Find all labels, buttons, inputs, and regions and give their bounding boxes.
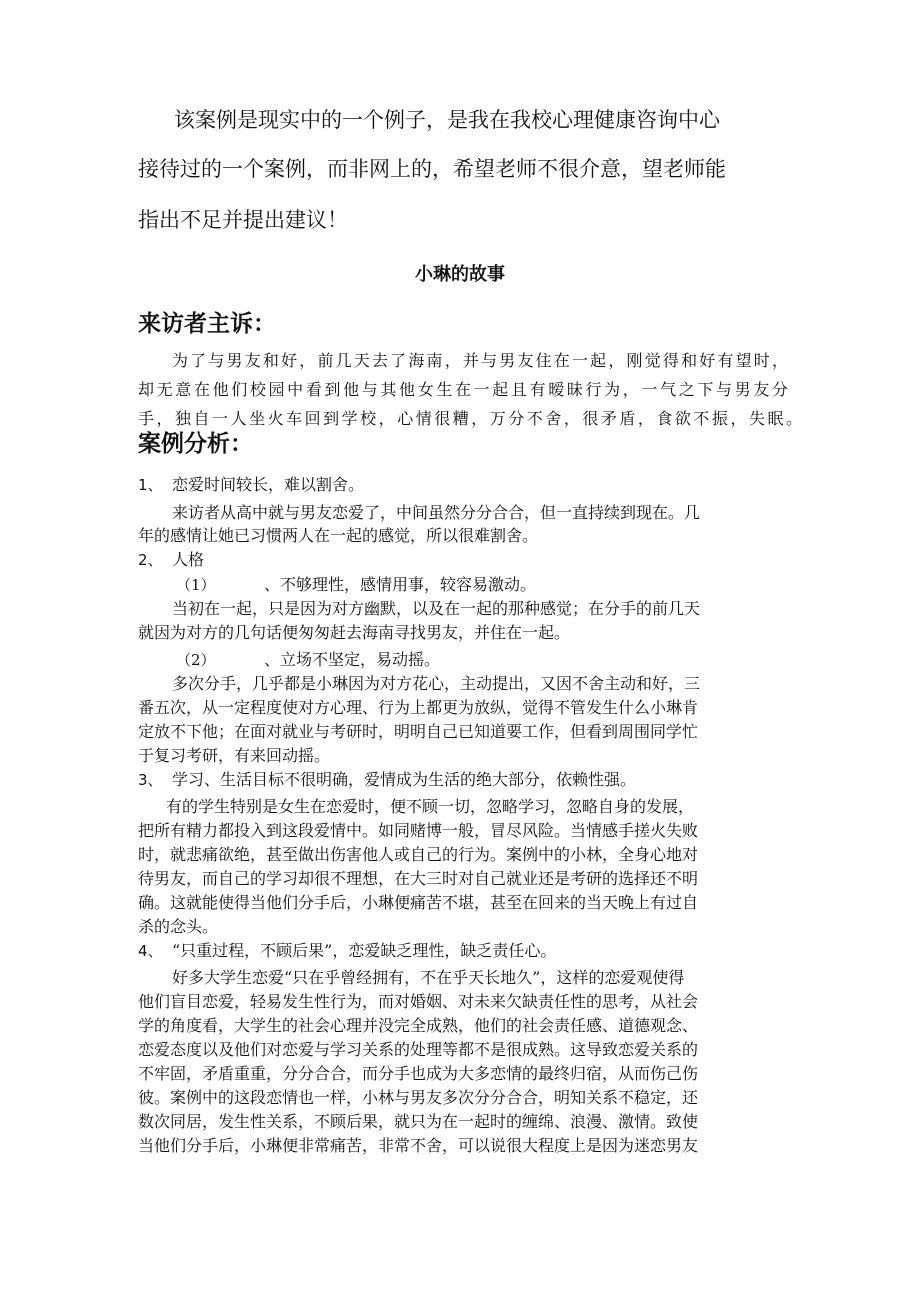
point-2b-line-3: 定放不下他；在面对就业与考研时，明明自己已知道要工作，但看到周围同学忙 bbox=[138, 722, 699, 741]
complaint-line-3: 手，独自一人坐火车回到学校，心情很糟，万分不舍，很矛盾，食欲不振，失眠。 bbox=[138, 409, 802, 428]
intro-line-3: 指出不足并提出建议！ bbox=[138, 208, 348, 232]
point-2b-title: 、立场不坚定，易动摇。 bbox=[264, 650, 441, 669]
point-3-line-2: 把所有精力都投入到这段爱情中。如同赌博一般，冒尽风险。当情感手搓火失败 bbox=[138, 821, 699, 840]
point-4-line-8: 当他们分手后，小琳便非常痛苦，非常不舍，可以说很大程度上是因为迷恋男友 bbox=[138, 1136, 699, 1155]
analysis-heading: 案例分析： bbox=[138, 431, 253, 457]
point-2a-line-1: 当初在一起，只是因为对方幽默，以及在一起的那种感觉；在分手的前几天 bbox=[172, 599, 701, 618]
point-3-line-5: 确。这就能使得当他们分手后，小琳便痛苦不堪，甚至在回来的当天晚上有过自 bbox=[138, 893, 699, 912]
point-4-line-5: 不牢固，矛盾重重，分分合合，而分手也成为大多恋情的最终归宿，从而伤己伤 bbox=[138, 1064, 699, 1083]
point-3-number: 3、 bbox=[138, 771, 163, 789]
point-4-line-1: 好多大学生恋爱“只在乎曾经拥有，不在乎天长地久”，这样的恋爱观使得 bbox=[172, 968, 685, 987]
point-3-line-4: 待男友，而自己的学习却很不理想，在大三时对自己就业还是考研的选择还不明 bbox=[138, 869, 699, 888]
point-3-line-3: 时，就悲痛欲绝，甚至做出伤害他人或自己的行为。案例中的小林，全身心地对 bbox=[138, 845, 699, 864]
document-title: 小琳的故事 bbox=[415, 264, 505, 285]
point-2-title: 人格 bbox=[172, 550, 205, 569]
point-4-line-4: 恋爱态度以及他们对恋爱与学习关系的处理等都不是很成熟。这导致恋爱关系的 bbox=[138, 1040, 699, 1059]
point-1-line-2: 年的感情让她已习惯两人在一起的感觉，所以很难割舍。 bbox=[138, 526, 539, 545]
point-4-title: “只重过程，不顾后果”，恋爱缺乏理性，缺乏责任心。 bbox=[172, 941, 557, 960]
point-4-number: 4、 bbox=[138, 942, 163, 960]
complaint-heading: 来访者主诉： bbox=[138, 311, 276, 337]
complaint-line-1: 为了与男友和好，前几天去了海南，并与男友住在一起，刚觉得和好有望时， bbox=[172, 351, 788, 370]
point-4-line-2: 他们盲目恋爱，轻易发生性行为，而对婚姻、对未来欠缺责任性的思考，从社会 bbox=[138, 992, 699, 1011]
point-2b-line-2: 番五次，从一定程度使对方心理、行为上都更为放纵，觉得不管发生什么小琳肯 bbox=[138, 698, 699, 717]
intro-line-2: 接待过的一个案例，而非网上的，希望老师不很介意，望老师能 bbox=[138, 157, 726, 181]
point-4-line-3: 学的角度看，大学生的社会心理并没完全成熟，他们的社会责任感、道德观念、 bbox=[138, 1016, 699, 1035]
point-4-heading bbox=[138, 940, 788, 962]
point-1-number: 1、 bbox=[138, 476, 163, 494]
point-2b-line-1: 多次分手，几乎都是小琳因为对方花心，主动提出，又因不舍主动和好，三 bbox=[172, 674, 701, 693]
point-4-line-6: 彼。案例中的这段恋情也一样，小林与男友多次分分合合，明知关系不稳定，还 bbox=[138, 1088, 699, 1107]
point-2b-number: （2） bbox=[176, 651, 216, 669]
point-2b-heading bbox=[176, 649, 826, 671]
intro-line-1: 该案例是现实中的一个例子，是我在我校心理健康咨询中心 bbox=[174, 108, 720, 132]
point-2a-number: （1） bbox=[176, 576, 216, 594]
point-1-heading bbox=[138, 474, 788, 496]
point-3-heading bbox=[138, 769, 788, 791]
point-2a-title: 、不够理性，感情用事，较容易激动。 bbox=[264, 575, 537, 594]
point-2b-line-4: 于复习考研，有来回动摇。 bbox=[138, 746, 331, 765]
point-2-heading bbox=[138, 549, 788, 571]
point-4-line-7: 数次同居，发生性关系，不顾后果，就只为在一起时的缠绵、浪漫、激情。致使 bbox=[138, 1112, 699, 1131]
point-2a-heading bbox=[176, 574, 826, 596]
point-1-title: 恋爱时间较长，难以割舍。 bbox=[172, 475, 365, 494]
point-3-line-1: 有的学生特别是女生在恋爱时，便不顾一切，忽略学习，忽略自身的发展， bbox=[166, 797, 695, 816]
point-1-line-1: 来访者从高中就与男友恋爱了，中间虽然分分合合，但一直持续到现在。几 bbox=[172, 503, 701, 522]
point-2-number: 2、 bbox=[138, 551, 163, 569]
point-2a-line-2: 就因为对方的几句话便匆匆赶去海南寻找男友，并住在一起。 bbox=[138, 623, 571, 642]
complaint-line-2: 却无意在他们校园中看到他与其他女生在一起且有暧昧行为，一气之下与男友分 bbox=[138, 380, 788, 399]
point-3-line-6: 杀的念头。 bbox=[138, 917, 219, 936]
point-3-title: 学习、生活目标不很明确，爱情成为生活的绝大部分，依赖性强。 bbox=[172, 770, 637, 789]
